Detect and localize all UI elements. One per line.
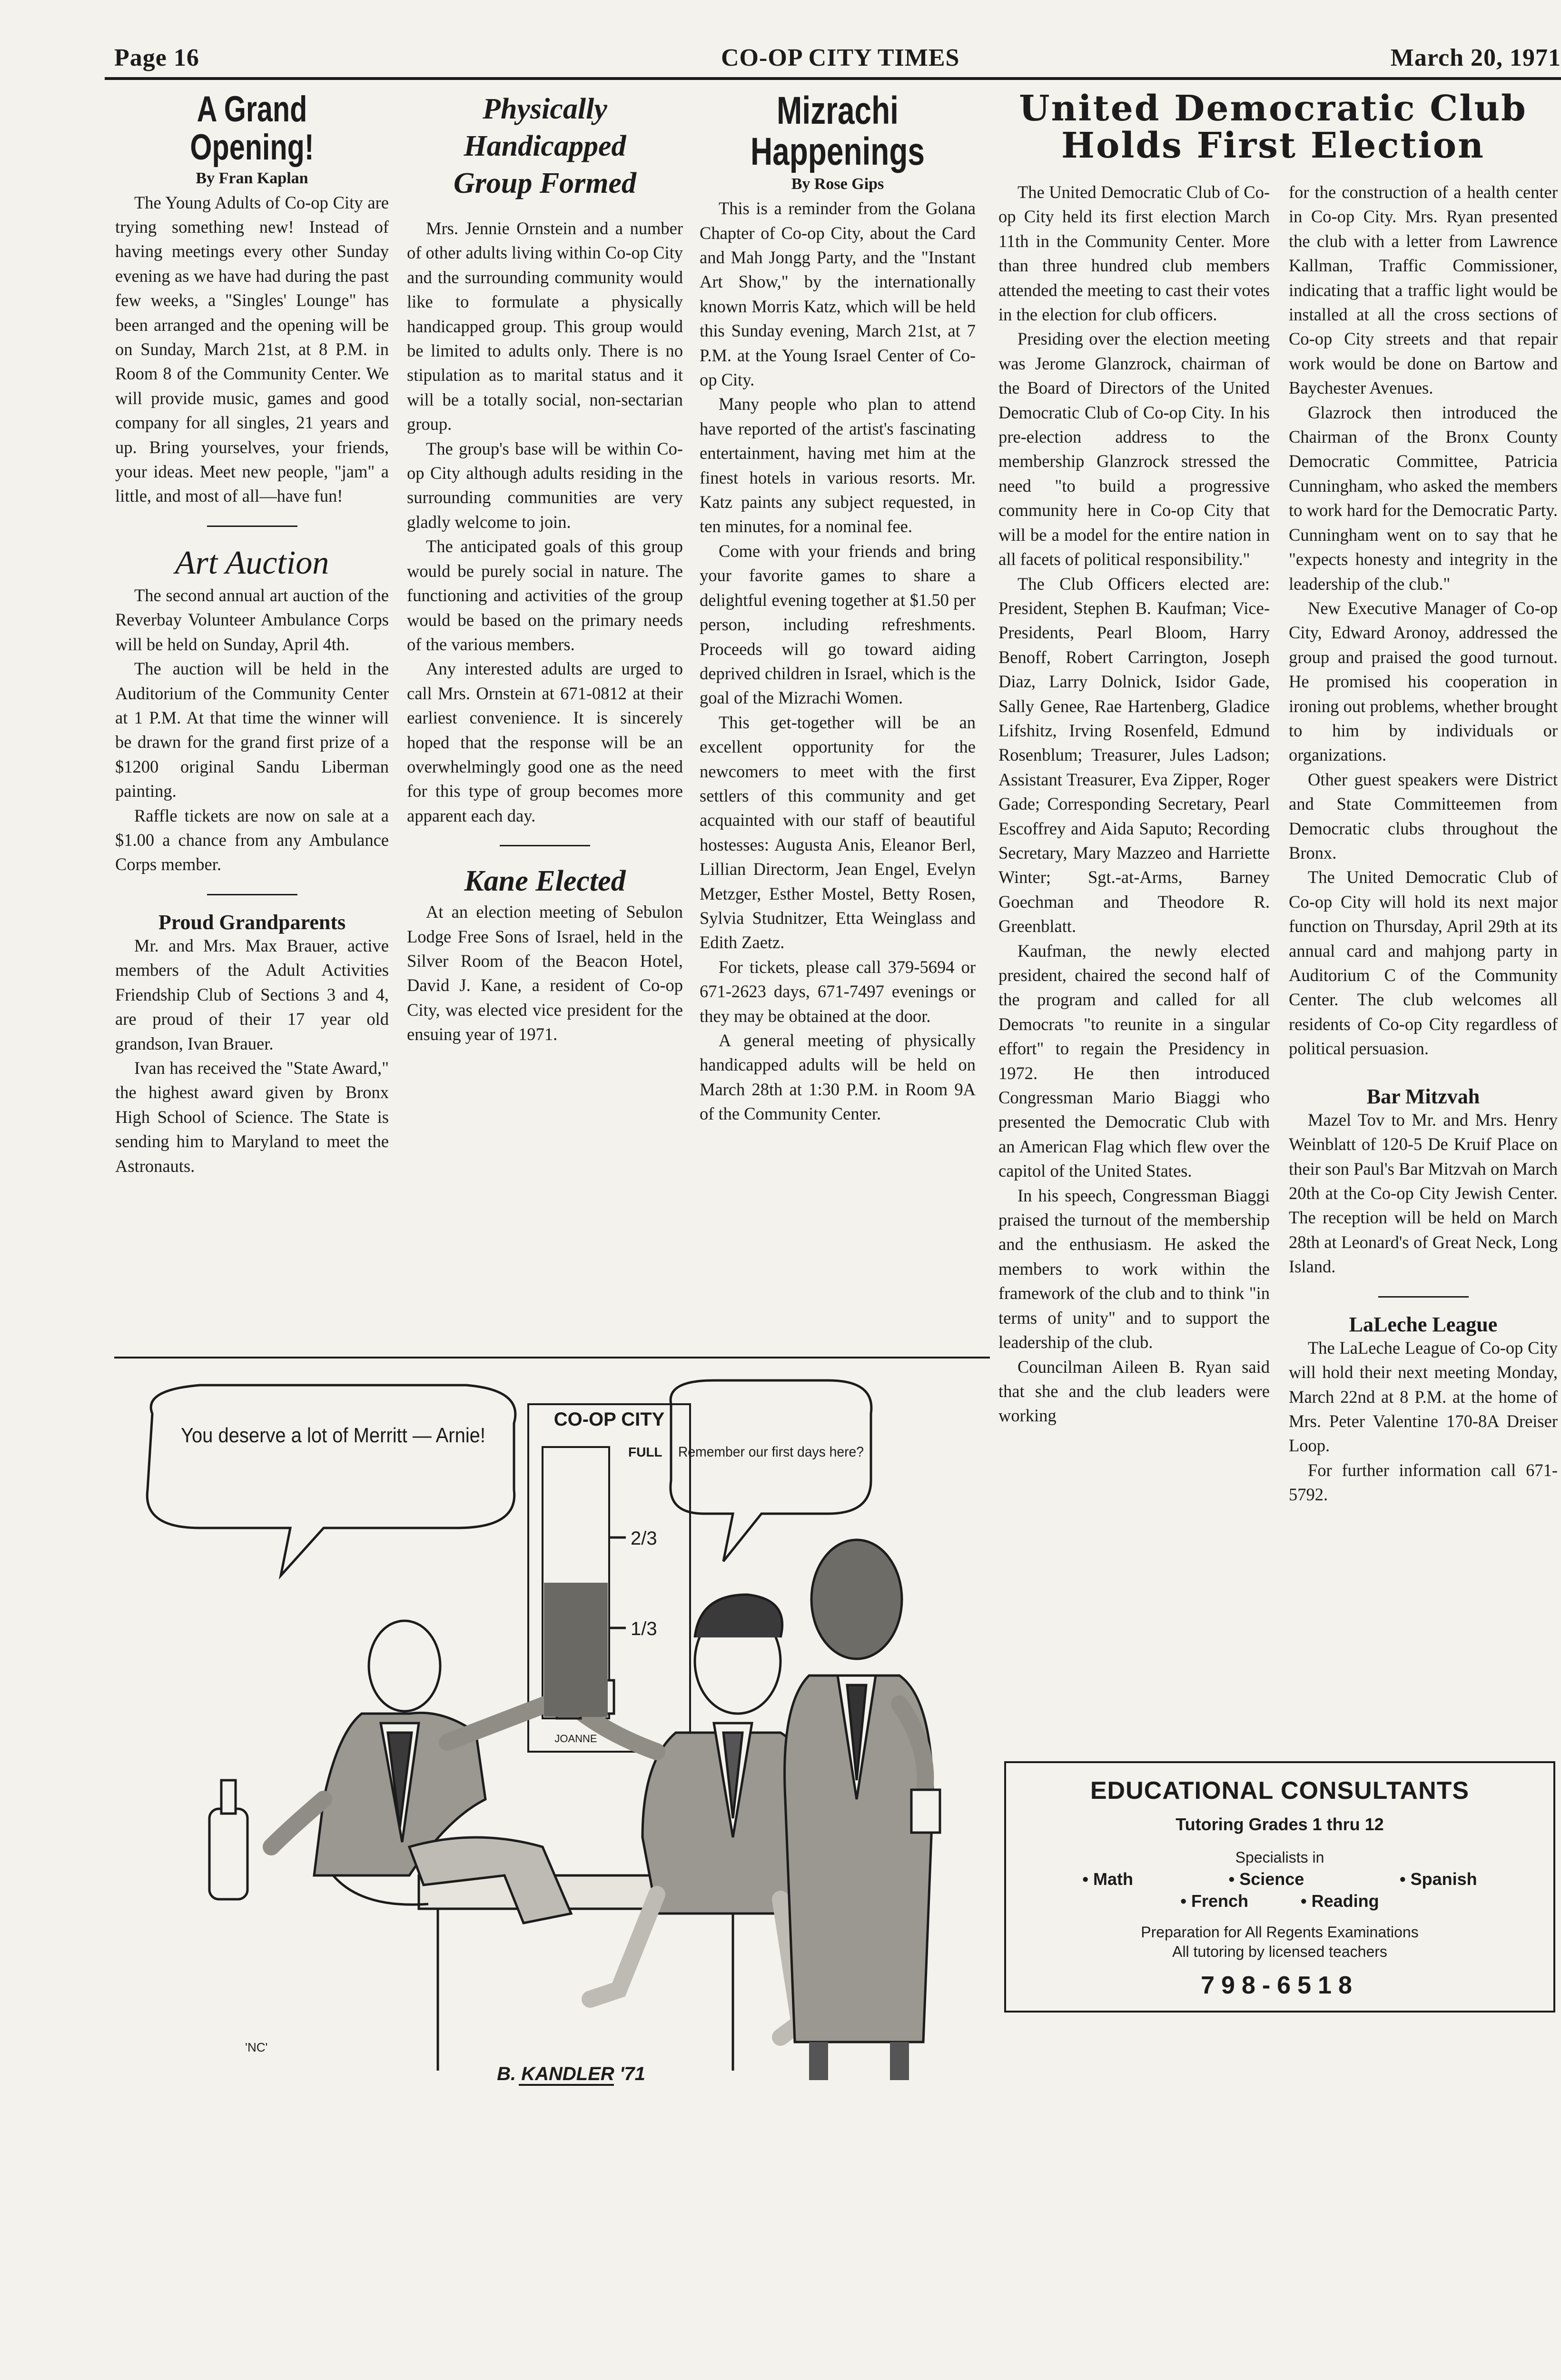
headline-udc-1: United Democratic Club (1019, 88, 1527, 129)
byline-gips: By Rose Gips (791, 175, 884, 193)
divider (1378, 1296, 1469, 1298)
speech-bubble-left (147, 1385, 515, 1576)
divider (207, 526, 297, 527)
article-paragraph: This is a reminder from the Golana Chapter of Co-op City, about the Card and Mah Jongg Party, and the "Instant Art Show," by the internationally known Morris Katz, which will be held this Sunday evening, March 21st, at 7 P.M. at the Young Israel Center of Co-op City. (700, 198, 976, 390)
column-1 (115, 90, 389, 1178)
page-number: Page 16 (114, 44, 199, 71)
article-paragraph: New Executive Manager of Co-op City, Edward Aronoy, addressed the group and praised the good turnout. He promised his cooperation in ironing out problems, whether brought to him by individuals or organizations. (1289, 598, 1558, 765)
byline-kaplan: By Fran Kaplan (196, 169, 308, 187)
article-paragraph: The LaLeche League of Co-op City will hold their next meeting Monday, March 22nd at 8 P.M. at the home of Mrs. Peter Valentine 170-8A Dreiser Loop. (1289, 1338, 1558, 1456)
article-paragraph: The United Democratic Club of Co-op City held its first election March 11th in the Community Center. More than three hundred club members attended the meeting to cast their votes in the election for club officers. (998, 182, 1270, 325)
article-paragraph: Come with your friends and bring your favorite games to share a delightful evening together at $1.50 per person, including refreshments. Proceeds will go toward aiding deprived children in Israel, which is the goal of the Mizrachi Women. (700, 541, 976, 708)
article-paragraph: The Young Adults of Co-op City are trying something new! Instead of having meetings every other Sunday evening as we have had during the past few weeks, a "Singles' Lounge" has been arranged and the opening will be on Sunday, March 21st, at 8 P.M. in Room 8 of the Community Center. We will provide music, games and good company for all singles, 21 years and up. Bring yourselves, your friends, your ideas. Meet new people, "jam" a little, and most of all—have fun! (115, 192, 389, 506)
headline-udc-2: Holds First Election (1061, 125, 1485, 166)
article-paragraph: Councilman Aileen B. Ryan said that she and the club leaders were working (998, 1357, 1270, 1426)
ad-subject: • Spanish (1400, 1869, 1477, 1889)
headline-kane-elected: Kane Elected (464, 865, 626, 898)
article-paragraph: Presiding over the election meeting was Jerome Glanzrock, chairman of the Board of Directors of the United Democratic Club of Co-op City. In his pre-election address to the membership Glanzrock stressed the need "to build a progressive community here in Co-op City that will be a model for the entire nation in all facets of political responsibility." (998, 329, 1270, 569)
ad-subtitle: Tutoring Grades 1 thru 12 (1176, 1815, 1384, 1834)
article-paragraph: Any interested adults are urged to call Mrs. Ornstein at 671-0812 at their earliest convenience. It is sincerely hoped that the response will be an overwhelmingly good one as the need for this type of group becomes more apparent each day. (407, 659, 683, 825)
column-2 (407, 90, 683, 1047)
article-paragraph: Other guest speakers were District and State Committeemen from Democratic clubs throughout the Bronx. (1289, 769, 1558, 863)
article-paragraph: The United Democratic Club of Co-op City will hold its next major function on Thursday, April 29th at its annual card and mahjong party in Auditorium C of the Community Center. The club welcomes all residents of Co-op City regardless of political persuasion. (1289, 867, 1558, 1059)
article-paragraph: for the construction of a health center in Co-op City. Mrs. Ryan presented the club with a letter from Lawrence Kallman, Traffic Commissioner, indicating that a traffic light would be installed at all the cross sections of Co-op City streets and that repair work would be done on Bartow and Baychester Avenues. (1289, 182, 1558, 398)
divider (500, 845, 590, 846)
article-paragraph: Mazel Tov to Mr. and Mrs. Henry Weinblatt of 120-5 De Kruif Place on their son Paul's Bar Mitzvah on March 20th at the Co-op City Jewish Center. The reception will be held on March 28th at Leonard's of Great Neck, Long Island. (1289, 1110, 1558, 1277)
udc-headline (990, 90, 1556, 164)
ad-subject: • Math (1082, 1869, 1133, 1889)
headline-handicapped: Handicapped (464, 130, 626, 162)
paper-name: CO-OP CITY TIMES (721, 44, 960, 71)
article-paragraph: The anticipated goals of this group would be purely social in nature. The functioning and activities of the group would be based on the primary needs of the various members. (407, 536, 683, 654)
ad-phone: 798-6518 (1201, 1972, 1359, 1999)
divider (207, 894, 297, 895)
cartoon-tag: 'NC' (245, 2040, 268, 2054)
educational-consultants-ad (1004, 1761, 1555, 2013)
headline-grand-opening: A Grand Opening! (190, 89, 314, 168)
cartoon-rule (114, 1357, 990, 1359)
headline-laleche: LaLeche League (1349, 1312, 1498, 1336)
thermometer-title: CO-OP CITY (553, 1409, 665, 1430)
bubble-right-text: Remember our first days here? (678, 1444, 864, 1460)
ad-line-2: All tutoring by licensed teachers (1172, 1943, 1387, 1960)
column-5 (1289, 180, 1558, 1507)
headline-art-auction: Art Auction (175, 544, 329, 581)
bubble-left-text: You deserve a lot of Merritt — Arnie! (181, 1424, 485, 1447)
article-paragraph: For further information call 671-5792. (1289, 1460, 1558, 1505)
thermometer-name: JOANNE (554, 1733, 597, 1745)
article-paragraph: For tickets, please call 379-5694 or 671-2623 days, 671-7497 evenings or they may be obtained at the door. (700, 957, 976, 1026)
article-paragraph: Ivan has received the "State Award," the highest award given by Bronx High School of Science. The State is sending him to Maryland to meet the Astronauts. (115, 1058, 389, 1176)
thermometer-full-label: FULL (628, 1445, 662, 1459)
thermometer-one-third-label: 1/3 (631, 1618, 657, 1639)
thermometer-two-thirds-label: 2/3 (631, 1528, 657, 1549)
article-paragraph: Glazrock then introduced the Chairman of the Bronx County Democratic Committee, Patricia Cunningham, who asked the members to work hard for the Democratic Party. Cunningham went on to say that he "expects honesty and integrity in the leadership of the club." (1289, 402, 1558, 594)
article-paragraph: This get-together will be an excellent opportunity for the newcomers to meet with the first settlers of this community and get acquainted with our staff of beautiful hostesses: Augusta Anis, Eleanor Berl, Lillian Directorm, Jean Engel, Evelyn Metzger, Esther Mostel, Betty Rosen, Sylvia Studnitzer, Etta Weinglass and Edith Zaetz. (700, 712, 976, 952)
article-paragraph: The second annual art auction of the Reverbay Volunteer Ambulance Corps will be held on Sunday, April 4th. (115, 585, 389, 654)
cartoon-illustration (114, 1371, 995, 2099)
article-paragraph: Mrs. Jennie Ornstein and a number of other adults living within Co-op City and the surrounding community would like to formulate a physically handicapped group. This group would be limited to adults only. There is no stipulation as to marital status and it will be a totally social, non-sectarian group. (407, 218, 683, 434)
article-paragraph: The Club Officers elected are: President, Stephen B. Kaufman; Vice-Presidents, Pearl Bloom, Harry Benoff, Robert Carrington, Joseph Diaz, Larry Dolnick, Isidor Gade, Sally Genee, Rae Hartenberg, Gladice Lifshitz, Irving Rosenfeld, Edmund Rosenblum; Treasurer, Jules Ladson; Assistant Treasurer, Eva Zipper, Roger Gade; Corresponding Secretary, Pearl Escoffrey and Aida Saputo; Recording Secretary, Mary Mazzeo and Harriette Winter; Sgt.-at-Arms, Barney Goechman and Theodore R. Greenblatt. (998, 574, 1270, 936)
cartoon (114, 1371, 995, 2099)
right-figure (785, 1540, 940, 2080)
masthead-rule (105, 77, 1561, 80)
article-paragraph: Many people who plan to attend have reported of the artist's fascinating entertainment, having met him at the finest hotels in various resorts. Mr. Katz paints any subject requested, in ten minutes, for a nominal fee. (700, 394, 976, 536)
headline-group-formed: Group Formed (453, 167, 637, 199)
article-paragraph: Mr. and Mrs. Max Brauer, active members of the Adult Activities Friendship Club of Sections 3 and 4, are proud of their 17 year old grandson, Ivan Brauer. (115, 935, 389, 1053)
headline-physically: Physically (483, 93, 607, 125)
column-3 (700, 90, 976, 1126)
ad-subject: • Reading (1301, 1891, 1379, 1911)
column-4 (998, 180, 1270, 1428)
issue-date: March 20, 1971 (1390, 44, 1561, 71)
cartoon-signature: B. KANDLER '71 (497, 2063, 645, 2084)
ad-title: EDUCATIONAL CONSULTANTS (1090, 1777, 1470, 1805)
ad-subject: • Science (1228, 1869, 1304, 1889)
ad-line-1: Preparation for All Regents Examinations (1141, 1924, 1419, 1941)
article-paragraph: Kaufman, the newly elected president, chaired the second half of the program and called for all Democrats "to reunite in a singular effort" to regain the Presidency in 1972. He then introduced Congressman Mario Biaggi who presented the Democratic Club with an American Flag which flew over the capitol of the United States. (998, 941, 1270, 1181)
article-paragraph: At an election meeting of Sebulon Lodge Free Sons of Israel, held in the Silver Room of the Beacon Hotel, David J. Kane, a resident of Co-op City, was elected vice president for the ensuing year of 1971. (407, 902, 683, 1044)
thermometer-fill (544, 1583, 608, 1717)
ad-subjects-row-2 (1006, 1891, 1553, 1911)
article-paragraph: In his speech, Congressman Biaggi praised the turnout of the membership and the enthusiasm. He asked the members to work within the framework of the club and to think "in terms of unity" and to support the leadership of the club. (998, 1185, 1270, 1352)
speech-bubble-right (671, 1380, 871, 1561)
headline-bar-mitzvah: Bar Mitzvah (1366, 1084, 1480, 1108)
headline-proud-grandparents: Proud Grandparents (158, 910, 346, 934)
left-figure (209, 1621, 571, 1923)
ad-subjects-row-1 (1006, 1869, 1553, 1889)
article-paragraph: The group's base will be within Co-op City although adults residing in the surrounding communities are very gladly welcome to join. (407, 438, 683, 532)
article-paragraph: The auction will be held in the Auditorium of the Community Center at 1 P.M. At that time the winner will be drawn for the grand first prize of a $1200 original Sandu Liberman painting. (115, 659, 389, 801)
ad-subject: • French (1180, 1891, 1248, 1911)
ad-specialists: Specialists in (1235, 1849, 1324, 1866)
headline-mizrachi: Mizrachi Happenings (750, 89, 925, 174)
article-paragraph: A general meeting of physically handicapped adults will be held on March 28th at 1:30 P.M. in Room 9A of the Community Center. (700, 1031, 976, 1124)
article-paragraph: Raffle tickets are now on sale at a $1.00 a chance from any Ambulance Corps member. (115, 805, 389, 874)
